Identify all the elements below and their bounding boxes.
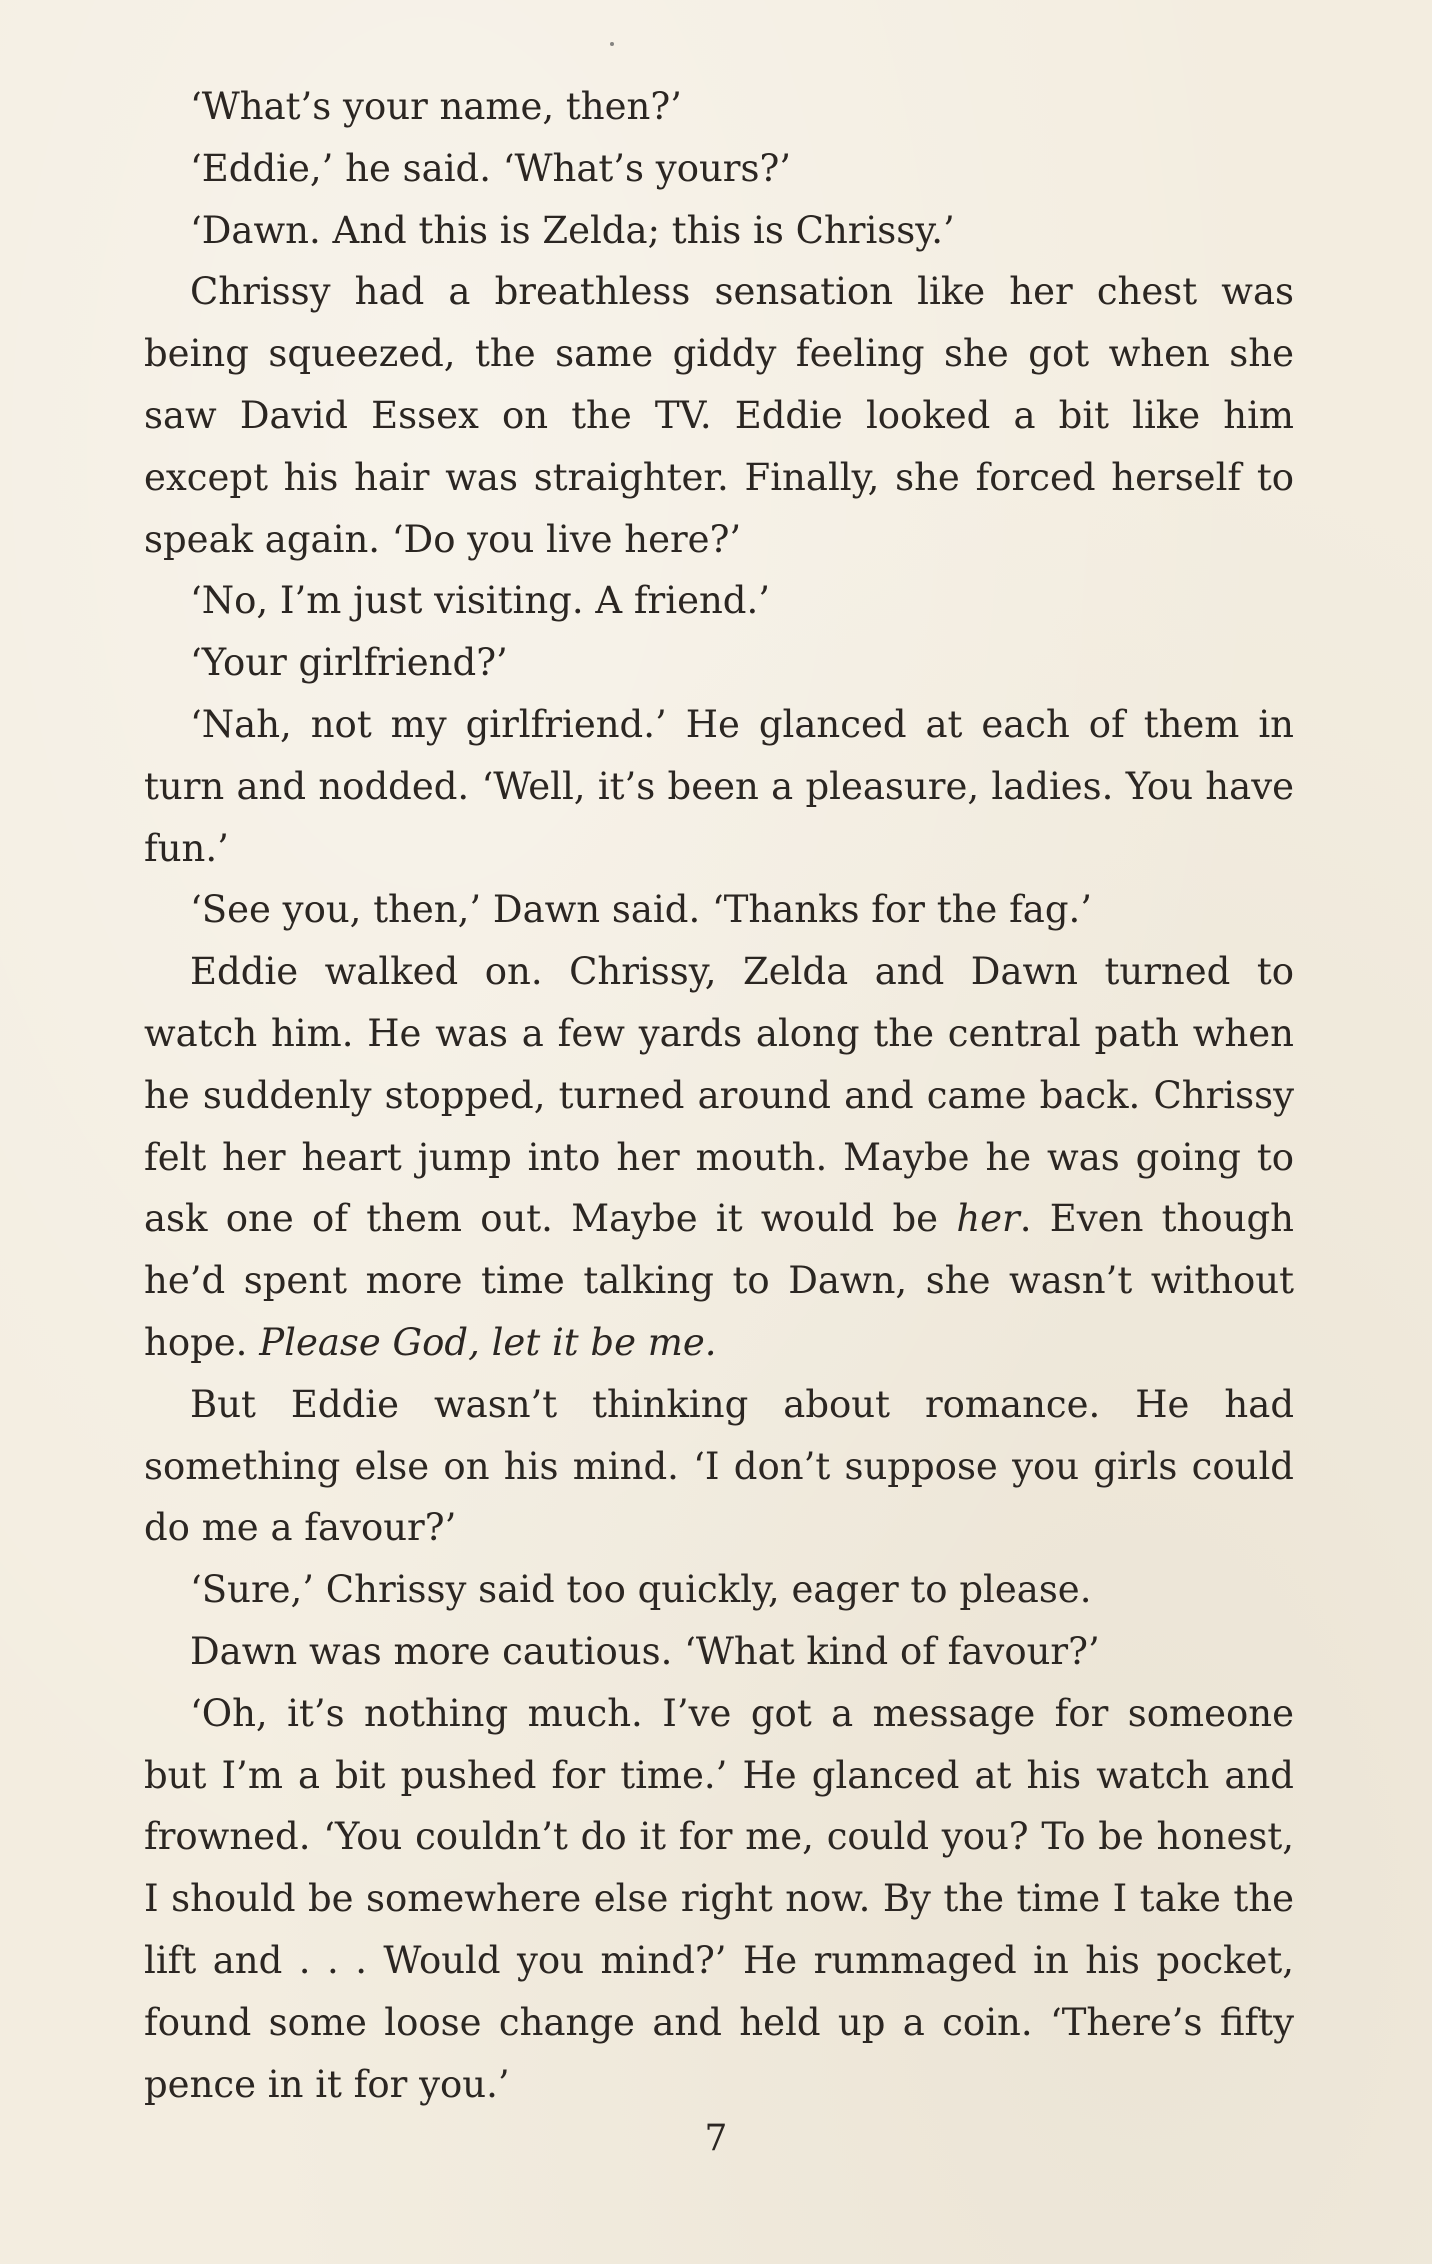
emphasis-text: Please God, let it be me. (259, 1320, 717, 1364)
paragraph-text: ‘Oh, it’s nothing much. I’ve got a message for someone but I’m a bit pushed for time.’ He glanced at his watch and frowned. ‘You couldn’t do it for me, could you? To be honest, I should be somewhere else right now. By the time I take the lift and . . . Would you mind?’ He rummaged in his pocket, found some loose change and held up a coin. ‘There’s fifty pence in it for you.’ (144, 1691, 1294, 2106)
paragraph-3 (144, 200, 1294, 262)
paragraph-text: ‘Sure,’ Chrissy said too quickly, eager to please. (190, 1568, 1092, 1612)
paragraph-text: ‘Eddie,’ he said. ‘What’s yours?’ (190, 146, 792, 190)
paragraph-12 (144, 1621, 1294, 1683)
paragraph-text: But Eddie wasn’t thinking about romance. He had something else on his mind. ‘I don’t suppose you girls could do me a favour?’ (144, 1382, 1294, 1550)
paragraph-8 (144, 879, 1294, 941)
paragraph-5 (144, 570, 1294, 632)
paragraph-10 (144, 1374, 1294, 1559)
paragraph-13 (144, 1683, 1294, 2116)
paragraph-text: Chrissy had a breathless sensation like her chest was being squeezed, the same giddy feeling she got when she saw David Essex on the TV. Eddie looked a bit like him except his hair was straighter. Finally, she forced herself to speak again. ‘Do you live here?’ (144, 270, 1294, 561)
paragraph-text: ‘Your girlfriend?’ (190, 641, 508, 685)
paragraph-1 (144, 76, 1294, 138)
paragraph-text: ‘See you, then,’ Dawn said. ‘Thanks for the fag.’ (190, 888, 1093, 932)
paragraph-9 (144, 941, 1294, 1374)
paragraph-2 (144, 138, 1294, 200)
paragraph-7 (144, 694, 1294, 879)
ink-speck (610, 42, 614, 46)
paragraph-4 (144, 261, 1294, 570)
emphasis-text: her (956, 1197, 1020, 1241)
paragraph-text: Dawn was more cautious. ‘What kind of favour?’ (190, 1629, 1100, 1673)
page-number: 7 (704, 2118, 728, 2159)
paragraph-text: Eddie walked on. Chrissy, Zelda and Dawn turned to watch him. He was a few yards along the central path when he suddenly stopped, turned around and came back. Chrissy felt her heart jump into her mouth. Maybe he was going to ask one of them out. Maybe it would be (144, 950, 1294, 1241)
paragraph-text: ‘Dawn. And this is Zelda; this is Chrissy.’ (190, 208, 955, 252)
paragraph-6 (144, 632, 1294, 694)
paragraph-text: ‘What’s your name, then?’ (190, 85, 682, 128)
paragraph-11 (144, 1559, 1294, 1621)
paragraph-text: ‘No, I’m just visiting. A friend.’ (190, 579, 771, 623)
paragraph-text: ‘Nah, not my girlfriend.’ He glanced at each of them in turn and nodded. ‘Well, it’s been a pleasure, ladies. You have fun.’ (144, 702, 1294, 870)
body-text (144, 76, 1294, 2115)
paragraph-text: . Even though he’d spent more time talking to Dawn, she wasn’t without hope. (144, 1197, 1294, 1364)
